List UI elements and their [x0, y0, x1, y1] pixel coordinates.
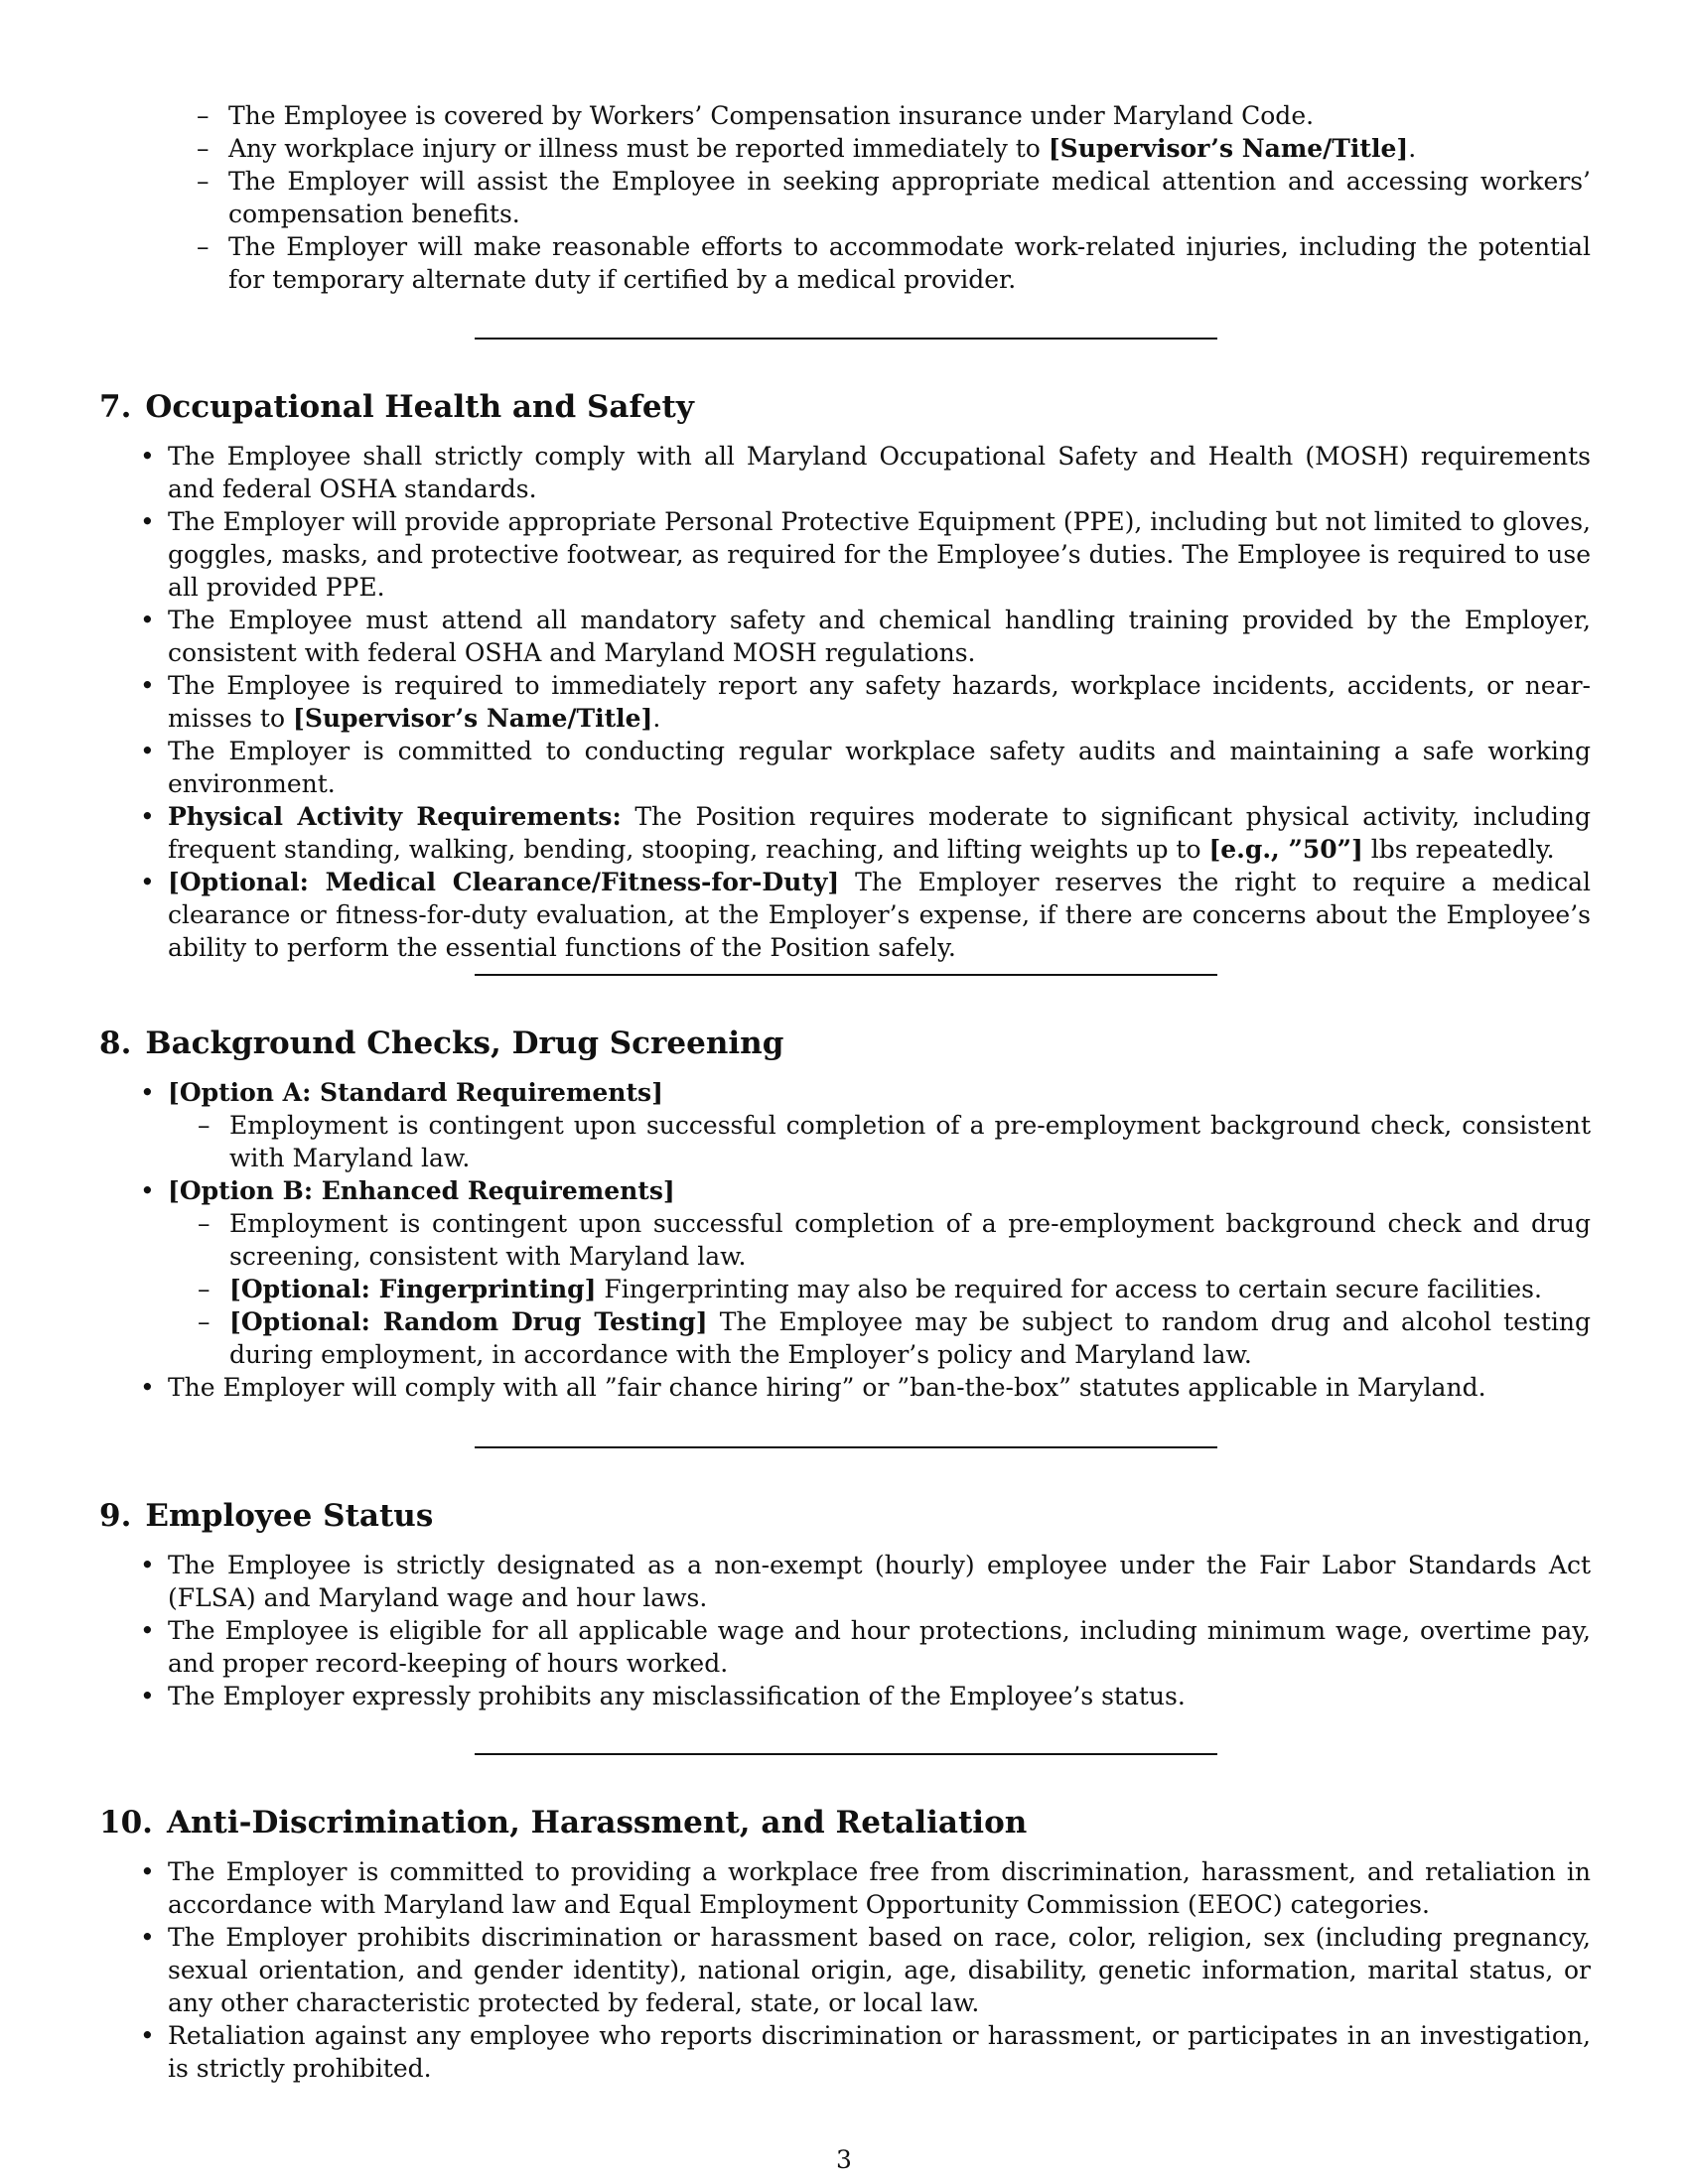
- section-divider: [475, 974, 1217, 976]
- list-item: • Retaliation against any employee who reports discrimination or harassment, or participates in an investigation, is strictly prohibited.: [136, 2019, 1591, 2085]
- list-item: • The Employer is committed to providing a workplace free from discrimination, harassment, and retaliation in accordance with Maryland law and Equal Employment Opportunity Commission (EEOC) categories.: [136, 1855, 1591, 1921]
- sub-list-item: – Employment is contingent upon successful completion of a pre-employment background check and drug screening, consistent with Maryland law.: [198, 1207, 1591, 1273]
- section-10-list: [136, 1855, 1591, 2085]
- section-8-list: [136, 1076, 1591, 1404]
- sub-list: [168, 1207, 1591, 1371]
- list-item: • Physical Activity Requirements: The Position requires moderate to significant physical activity, including frequent standing, walking, bending, stooping, reaching, and lifting weights up to [e.g., ”50”] lbs repeatedly.: [136, 800, 1591, 866]
- list-item: • [Option B: Enhanced Requirements] – Employment is contingent upon successful completion of a pre-employment background check and drug screening, consistent with Maryland law. – [Optional: Fingerprinting] Fingerprinting may also be required for access to certain secure facilities. – [Optional: Random Drug Testing] The Employee may be subject to random drug and alcohol testing during employment, in accordance with the Employer’s policy and Maryland law.: [136, 1174, 1591, 1371]
- list-item: • The Employer prohibits discrimination or harassment based on race, color, religion, sex (including pregnancy, sexual orientation, and gender identity), national origin, age, disability, genetic information, marital status, or any other characteristic protected by federal, state, or local law.: [136, 1921, 1591, 2019]
- section-8-heading: 8. Background Checks, Drug Screening: [99, 1025, 784, 1061]
- list-item: • The Employer will provide appropriate Personal Protective Equipment (PPE), including but not limited to gloves, goggles, masks, and protective footwear, as required for the Employee’s duties. The Employee is required to use all provided PPE.: [136, 505, 1591, 604]
- list-item: • The Employee shall strictly comply with all Maryland Occupational Safety and Health (MOSH) requirements and federal OSHA standards.: [136, 440, 1591, 505]
- list-item: • [Option A: Standard Requirements] – Employment is contingent upon successful completion of a pre-employment background check, consistent with Maryland law.: [136, 1076, 1591, 1174]
- section-7-list: [136, 440, 1591, 964]
- section-7-heading: 7. Occupational Health and Safety: [99, 389, 694, 425]
- list-item: • The Employee is eligible for all applicable wage and hour protections, including minimum wage, overtime pay, and proper record-keeping of hours worked.: [136, 1614, 1591, 1680]
- list-item: – The Employer will make reasonable efforts to accommodate work-related injuries, including the potential for temporary alternate duty if certified by a medical provider.: [197, 230, 1591, 296]
- section-9-list: [136, 1549, 1591, 1712]
- section-10-heading: 10. Anti-Discrimination, Harassment, and Retaliation: [99, 1805, 1028, 1841]
- workers-comp-list: [197, 99, 1591, 296]
- list-item: – The Employee is covered by Workers’ Compensation insurance under Maryland Code.: [197, 99, 1591, 132]
- list-item: • The Employee is required to immediately report any safety hazards, workplace incidents, accidents, or near-misses to [Supervisor’s Name/Title].: [136, 669, 1591, 735]
- list-item: • The Employer is committed to conducting regular workplace safety audits and maintaining a safe working environment.: [136, 735, 1591, 800]
- list-item: • The Employee must attend all mandatory safety and chemical handling training provided by the Employer, consistent with federal OSHA and Maryland MOSH regulations.: [136, 604, 1591, 669]
- list-item: – Any workplace injury or illness must be reported immediately to [Supervisor’s Name/Title].: [197, 132, 1591, 165]
- section-divider: [475, 1753, 1217, 1755]
- section-divider: [475, 1446, 1217, 1448]
- list-item: – The Employer will assist the Employee in seeking appropriate medical attention and accessing workers’ compensation benefits.: [197, 165, 1591, 230]
- sub-list-item: – Employment is contingent upon successful completion of a pre-employment background check, consistent with Maryland law.: [198, 1109, 1591, 1174]
- sub-list-item: – [Optional: Random Drug Testing] The Employee may be subject to random drug and alcohol testing during employment, in accordance with the Employer’s policy and Maryland law.: [198, 1305, 1591, 1371]
- list-item: • The Employee is strictly designated as a non-exempt (hourly) employee under the Fair Labor Standards Act (FLSA) and Maryland wage and hour laws.: [136, 1549, 1591, 1614]
- list-item: • The Employer will comply with all ”fair chance hiring” or ”ban-the-box” statutes applicable in Maryland.: [136, 1371, 1591, 1404]
- list-item: • [Optional: Medical Clearance/Fitness-for-Duty] The Employer reserves the right to require a medical clearance or fitness-for-duty evaluation, at the Employer’s expense, if there are concerns about the Employee’s ability to perform the essential functions of the Position safely.: [136, 866, 1591, 964]
- list-item: • The Employer expressly prohibits any misclassification of the Employee’s status.: [136, 1680, 1591, 1712]
- sub-list-item: – [Optional: Fingerprinting] Fingerprinting may also be required for access to certain secure facilities.: [198, 1273, 1591, 1305]
- page-number: 3: [836, 2145, 852, 2174]
- sub-list: [168, 1109, 1591, 1174]
- section-9-heading: 9. Employee Status: [99, 1498, 434, 1534]
- section-divider: [475, 338, 1217, 340]
